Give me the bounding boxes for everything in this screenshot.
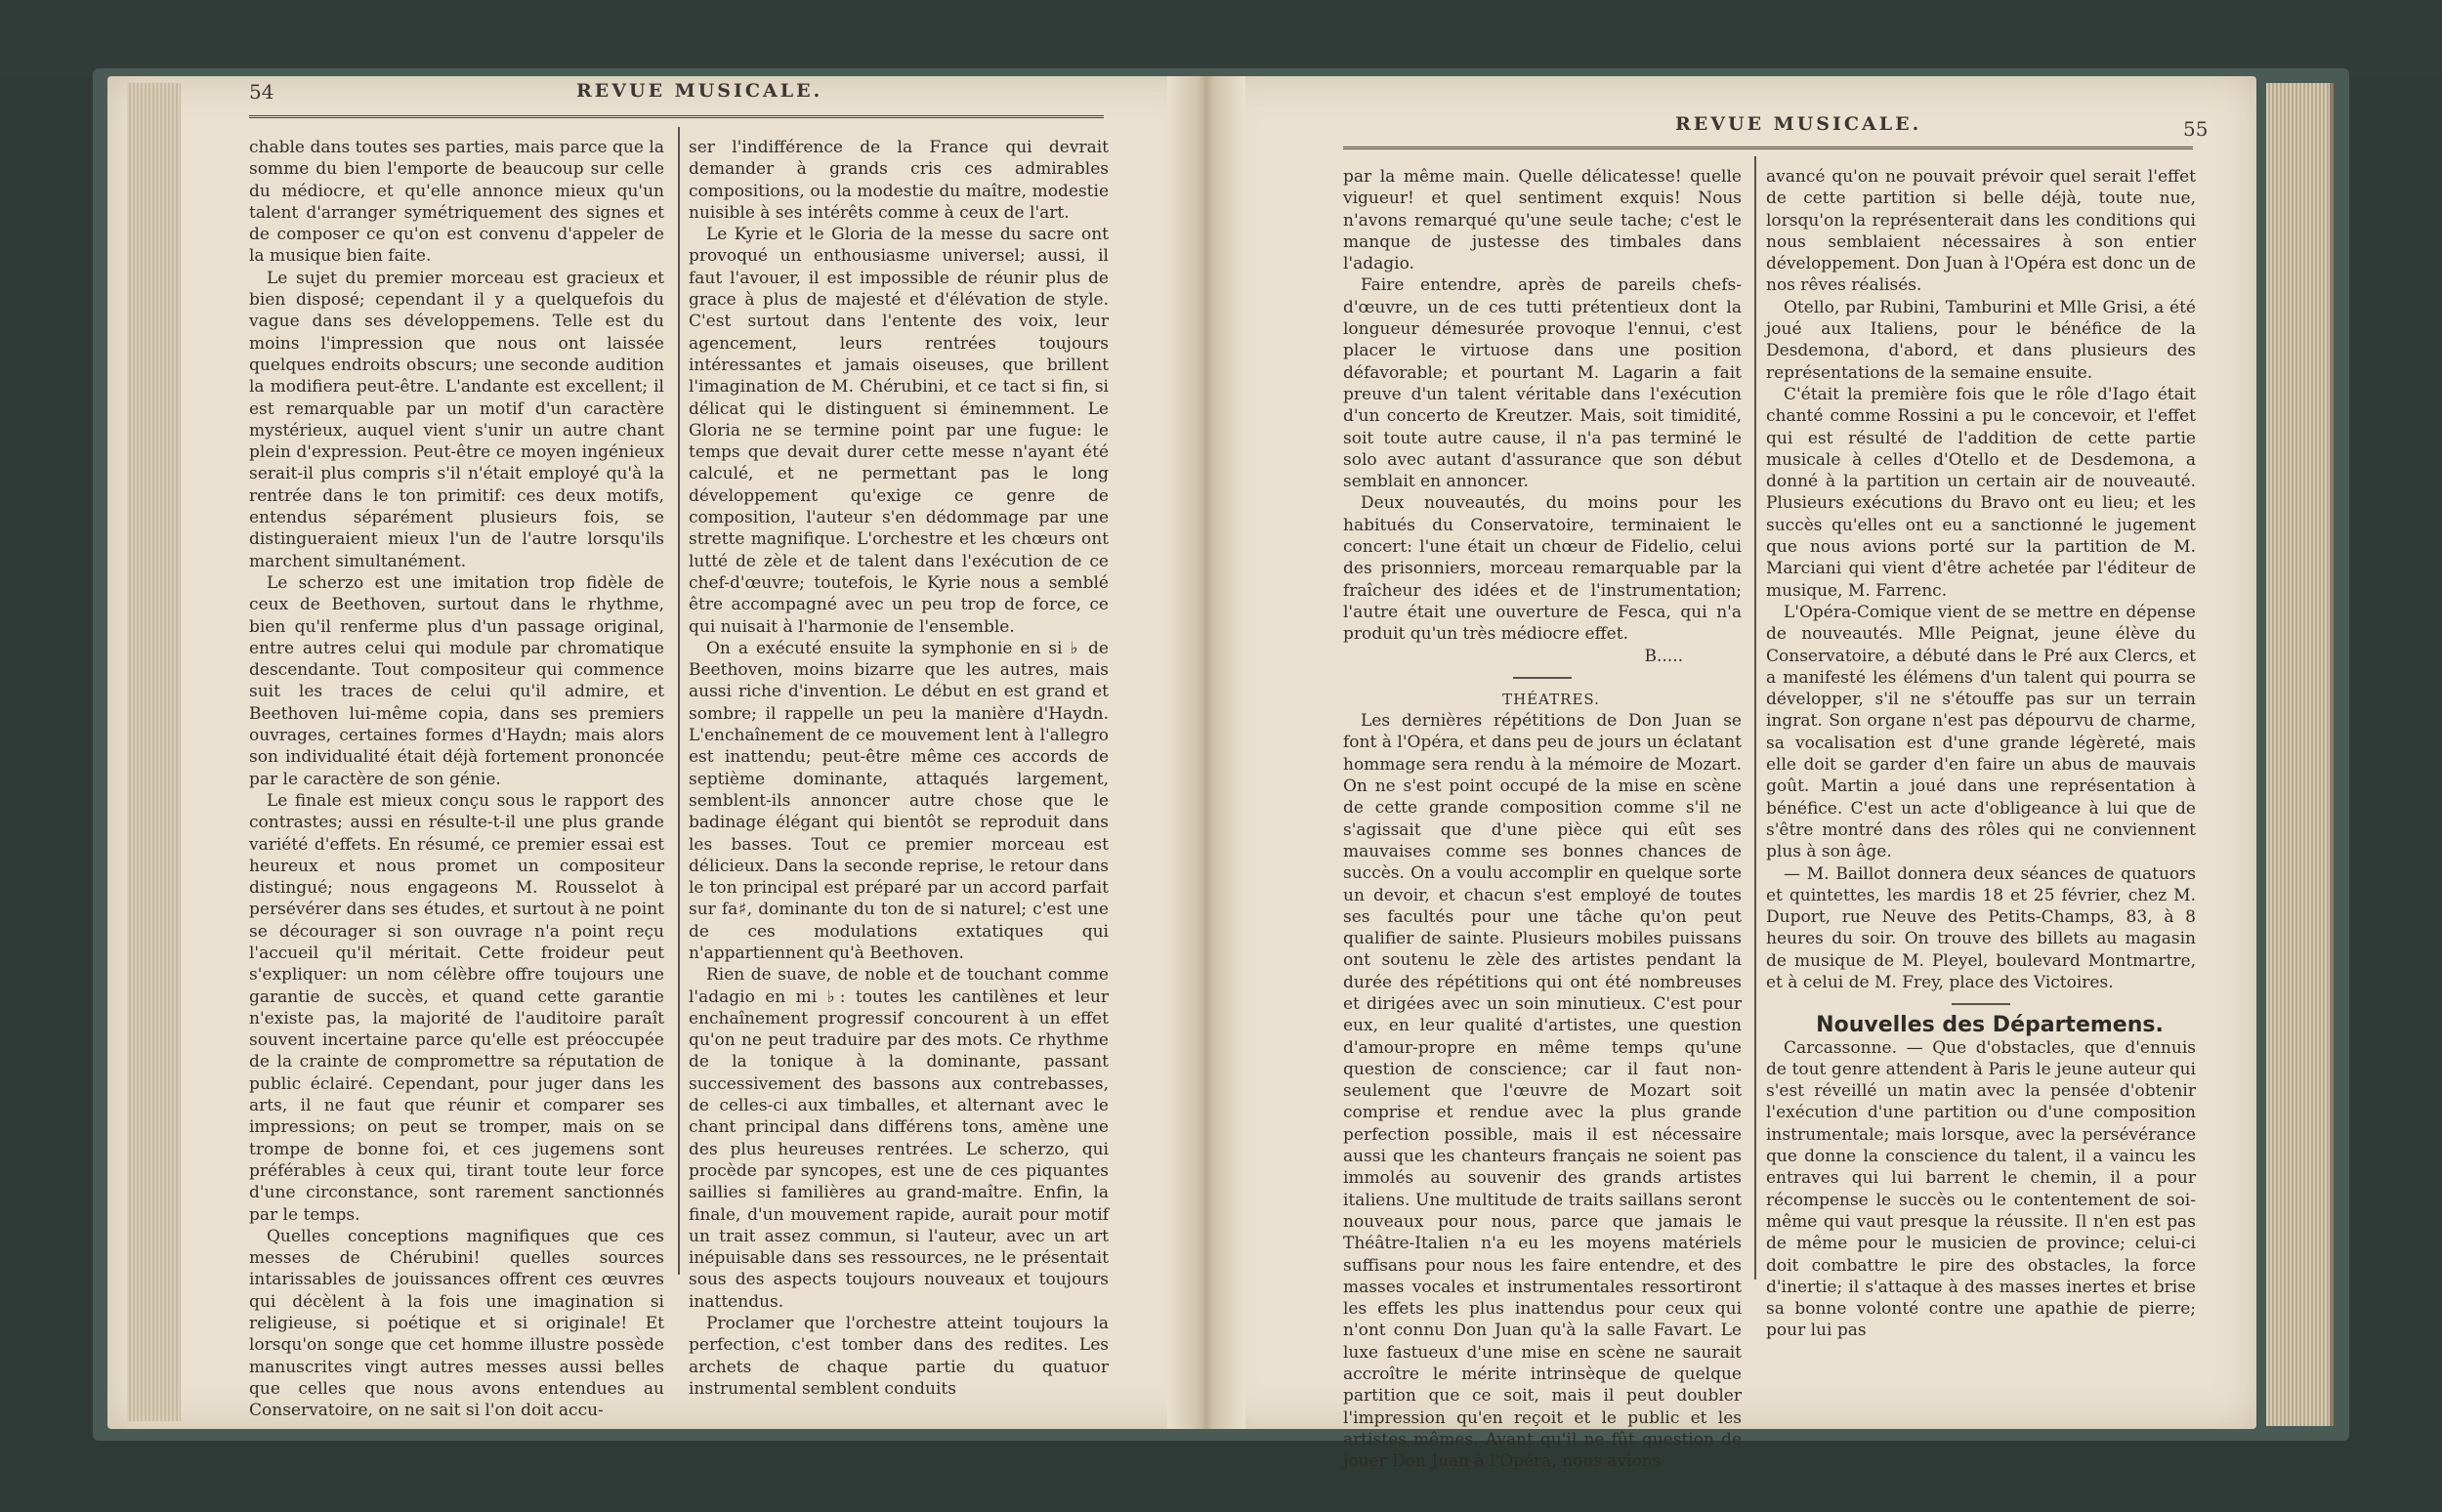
signature: B..... — [1644, 646, 1683, 666]
theatres-heading: THÉATRES. — [1502, 690, 1600, 708]
paragraph: par la même main. Quelle délicatesse! quelle vigueur! et quel sentiment exquis! Nous n'avons remarqué qu'une seule tache; c'est le manque de justesse des timbales dans l'adagio. — [1343, 167, 1742, 274]
section-divider — [1952, 1003, 2010, 1005]
paragraph: — M. Baillot donnera deux séances de quatuors et quintettes, les mardis 18 et 25 février, chez M. Duport, rue Neuve des Petits-Champs, 83, à 8 heures du soir. On trouve des billets au magasin de musique de M. Pleyel, boulevard Montmartre, et à celui de M. Frey, place des Victoires. — [1766, 863, 2196, 992]
paragraph: avancé qu'on ne pouvait prévoir quel serait l'effet de cette partition si belle déjà, toute nue, lorsqu'on la représenterait dans les conditions qui nous semblaient nécessaires à son entier développement. Don Juan à l'Opéra est donc un de nos rêves réalisés. — [1766, 167, 2196, 296]
paragraph: Rien de suave, de noble et de touchant comme l'adagio en mi ♭: toutes les cantilènes et leur enchaînement progressif concourent à un effet qu'on ne peut traduire par des mots. Ce rhythme de la tonique à la dominante, passant successivement des bassons aux contrebasses, de celles-ci aux timballes, et alternant avec le chant principal dans différens tons, amène une des plus heureuses rentrées. Le scherzo, qui procède par syncopes, est une de ces piquantes saillies si familières au grand-maître. Enfin, la finale, d'un mouvement rapide, aurait pour motif un trait assez commun, si l'auteur, avec un art inépuisable dans ses ressources, ne le présentait sous des aspects toujours nouveaux et toujours inattendus. — [689, 965, 1109, 1312]
background-top — [0, 0, 2442, 78]
paragraph: Le sujet du premier morceau est gracieux et bien disposé; cependant il y a quelquefois du vague dans ses développemens. Telle est du moins l'impression que nous ont laissée quelques endroits obscurs; une seconde audition la modifiera peut-être. L'andante est excellent; il est remarquable par un motif d'un caractère mystérieux, auquel vient s'unir un autre chant plein d'expression. Peut-être ce moyen ingénieux serait-il plus compris s'il n'était employé qu'à la rentrée dans le ton primitif: ces deux motifs, entendus séparément plusieurs fois, se distingueraient mieux l'un de l'autre lorsqu'ils marchent simultanément. — [249, 268, 664, 571]
left-column-divider — [678, 127, 680, 1275]
paragraph: Quelles conceptions magnifiques que ces messes de Chérubini! quelles sources intarissables de jouissances offrent ces œuvres qui décèlent à la fois une imagination si religieuse, si poétique et si originale! Et lorsqu'on songe que cet homme illustre possède manuscrites vingt autres messes aussi belles que celles que nous avons entendues au Conservatoire, on ne sait si l'on doit accu- — [249, 1226, 664, 1421]
paragraph: chable dans toutes ses parties, mais parce que la somme du bien l'emporte de beaucoup sur celle du médiocre, et qu'elle annonce mieux qu'un talent d'arranger symétriquement des signes et de composer ce qu'on est convenu d'appeler de la musique bien faite. — [249, 138, 664, 267]
paragraph: Faire entendre, après de pareils chefs-d'œuvre, un de ces tutti prétentieux dont la longueur démesurée provoque l'ennui, c'est placer le virtuose dans une position défavorable; et pourtant M. Lagarin a fait preuve d'un talent véritable dans l'exécution d'un concerto de Kreutzer. Mais, soit timidité, soit toute autre cause, il n'a pas terminé le solo avec autant d'assurance que son début semblait en annoncer. — [1343, 275, 1742, 492]
right-header-rule — [1343, 147, 2193, 149]
section-divider — [1513, 677, 1572, 679]
right-column-2 — [1766, 166, 2196, 1342]
right-running-head: REVUE MUSICALE. — [1675, 113, 1922, 135]
right-page-edges — [2266, 83, 2334, 1426]
right-column-1 — [1343, 166, 1742, 1473]
paragraph: Le Kyrie et le Gloria de la messe du sacre ont provoqué un enthousiasme universel; aussi, il faut l'avouer, il est impossible de réunir plus de grace à plus de majesté et d'élévation de style. C'est surtout dans l'entente des voix, leur agencement, leurs rentrées toujours intéressantes et jamais oiseuses, que brillent l'imagination de M. Chérubini, et ce tact si fin, si délicat qui le distinguent si éminemment. Le Gloria ne se termine point par une fugue: le temps que devait durer cette messe n'ayant été calculé, et ne permettant pas le long développement qu'exige ce genre de composition, l'auteur s'en dédommage par une strette magnifique. L'orchestre et les chœurs ont lutté de zèle et de talent dans l'exécution de ce chef-d'œuvre; toutefois, le Kyrie nous a semblé être accompagné avec un peu trop de force, ce qui nuisait à l'harmonie de l'ensemble. — [689, 225, 1109, 637]
departments-heading: Nouvelles des Départemens. — [1816, 1013, 2164, 1038]
paragraph: L'Opéra-Comique vient de se mettre en dépense de nouveautés. Mlle Peignat, jeune élève du Conservatoire, a débuté dans le Pré aux Clercs, et a manifesté les élémens d'un talent qui pourra se développer, s'il ne s'étouffe pas sur un terrain ingrat. Son organe n'est pas dépourvu de charme, sa vocalisation est d'une grande légèreté, mais elle doit se garder d'en faire un abus de mauvais goût. Martin a joué dans une représentation à bénéfice. C'est un acte d'obligeance à lui que de s'être montré dans des rôles qui ne conviennent plus à son âge. — [1766, 602, 2196, 862]
paragraph: Otello, par Rubini, Tamburini et Mlle Grisi, a été joué aux Italiens, pour le bénéfice de la Desdemona, d'abord, et dans plusieurs des représentations de la semaine ensuite. — [1766, 297, 2196, 383]
paragraph: Le scherzo est une imitation trop fidèle de ceux de Beethoven, surtout dans le rhythme, bien qu'il renferme plus d'un passage original, entre autres celui qui module par chromatique descendante. Tout compositeur qui commence suit les traces de celui qu'il admire, et Beethoven lui-même copia, dans ses premiers ouvrages, certaines formes d'Haydn; mais alors son individualité était déjà fortement prononcée par le caractère de son génie. — [249, 572, 664, 789]
left-header-rule — [249, 115, 1104, 118]
paragraph: Les dernières répétitions de Don Juan se font à l'Opéra, et dans peu de jours un éclatant hommage sera rendu à la mémoire de Mozart. On ne s'est point occupé de la mise en scène de cette grande composition comme s'il ne s'agissait que d'une pièce qui eût ses mauvaises comme ses bonnes chances de succès. On a voulu accomplir en quelque sorte un devoir, et chacun s'est employé de toutes ses facultés pour une tâche qu'on peut qualifier de sainte. Plusieurs mobiles puissans ont soutenu le zèle des artistes pendant la durée des répétitions qui ont été nombreuses et dirigées avec un soin minutieux. C'est pour eux, en leur qualité d'artistes, une question d'amour-propre en même temps qu'une question de conscience; car il faut non-seulement que l'œuvre de Mozart soit comprise et rendue avec la plus grande perfection possible, mais il est nécessaire aussi que les chanteurs français ne soient pas immolés au souvenir des grands artistes italiens. Une multitude de traits saillans seront nouveaux pour nous, parce que jamais le Théâtre-Italien n'a eu les moyens matériels suffisans pour nous les faire entendre, et des masses vocales et instrumentales ressortiront les effets les plus inattendus pour ceux qui n'ont connu Don Juan qu'à la salle Favart. Le luxe fastueux d'une mise en scène ne saurait accroître le mérite intrinsèque de quelque partition que ce soit, mais il peut doubler l'impression qu'en reçoit et le public et les artistes mêmes. Avant qu'il ne fût question de jouer Don Juan à l'Opéra, nous avions — [1343, 711, 1742, 1472]
paragraph: ser l'indifférence de la France qui devrait demander à grands cris ces admirables compositions, ou la modestie du maître, modestie nuisible à ses intérêts comme à ceux de l'art. — [689, 138, 1109, 223]
left-page-number: 54 — [249, 80, 274, 104]
paragraph: Deux nouveautés, du moins pour les habitués du Conservatoire, terminaient le concert: l'une était un chœur de Fidelio, celui des prisonniers, morceau remarquable par la fraîcheur des idées et de l'instrumentation; l'autre était une ouverture de Fesca, qui n'a produit qu'un très médiocre effet. — [1343, 493, 1742, 645]
paragraph: On a exécuté ensuite la symphonie en si ♭ de Beethoven, moins bizarre que les autres, mais aussi riche d'invention. Le début en est grand et sombre; il rappelle un peu la manière d'Haydn. L'enchaînement de ce mouvement lent à l'allegro est inattendu; peut-être même ces accords de septième dominante, attaqués largement, semblent-ils annoncer autre chose que le badinage élégant qui bientôt se reproduit dans les basses. Tout ce premier morceau est délicieux. Dans la seconde reprise, le retour dans le ton principal est préparé par un accord parfait sur fa♯, dominante du ton de si naturel; c'est une de ces modulations extatiques qui n'appartiennent qu'à Beethoven. — [689, 638, 1109, 963]
paragraph: Carcassonne. — Que d'obstacles, que d'ennuis de tout genre attendent à Paris le jeune auteur qui s'est réveillé un matin avec la pensée d'obtenir l'exécution d'une partition ou d'une composition instrumentale; mais lorsque, avec la persévérance que donne la conscience du talent, il a vaincu les entraves qui lui barrent le chemin, il a pour récompense le succès ou le contentement de soi-même qui vaut presque la réussite. Il n'en est pas de même pour le musicien de province; celui-ci doit combattre le pire des obstacles, la force d'inertie; il s'attaque à des masses inertes et brise sa bonne volonté contre une apathie de pierre; pour lui pas — [1766, 1037, 2196, 1341]
right-column-divider — [1754, 156, 1756, 1280]
left-page-edges — [127, 83, 181, 1421]
right-page-number: 55 — [2183, 117, 2209, 141]
left-column-2 — [689, 137, 1109, 1400]
book-gutter — [1167, 76, 1245, 1429]
paragraph: Le finale est mieux conçu sous le rapport des contrastes; aussi en résulte-t-il une plus grande variété d'effets. En résumé, ce premier essai est heureux et nous promet un compositeur distingué; nous engageons M. Rousselot à persévérer dans ses études, et surtout à ne point se décourager si son ouvrage n'a point reçu l'accueil qu'il méritait. Cette froideur peut s'expliquer: un nom célèbre offre toujours une garantie de succès, et quand cette garantie n'existe pas, la majorité de l'auditoire paraît souvent incertaine parce qu'elle est préoccupée de la crainte de compromettre sa réputation de public éclairé. Cependant, pour juger dans les arts, il ne faut que réunir et comparer ses impressions; on peut se tromper, mais on se trompe de bonne foi, et ces jugemens sont préférables à ceux qui, tirant toute leur force d'une circonstance, sont rarement sanctionnés par le temps. — [249, 790, 664, 1225]
paragraph: Proclamer que l'orchestre atteint toujours la perfection, c'est tomber dans des redites. Les archets de chaque partie du quatuor instrumental semblent conduits — [689, 1314, 1109, 1399]
left-column-1 — [249, 137, 664, 1422]
left-running-head: REVUE MUSICALE. — [576, 80, 823, 102]
paragraph: C'était la première fois que le rôle d'Iago était chanté comme Rossini a pu le concevoir, et l'effet qui est résulté de l'addition de cette partie musicale à celles d'Otello et de Desdemona, a donné à la partition un certain air de nouveauté. Plusieurs exécutions du Bravo ont eu lieu; et les succès qu'elles ont eu a sanctionné le jugement que nous avions porté sur la partition de M. Marciani qui vient d'être achetée par l'éditeur de musique, M. Farrenc. — [1766, 384, 2196, 601]
